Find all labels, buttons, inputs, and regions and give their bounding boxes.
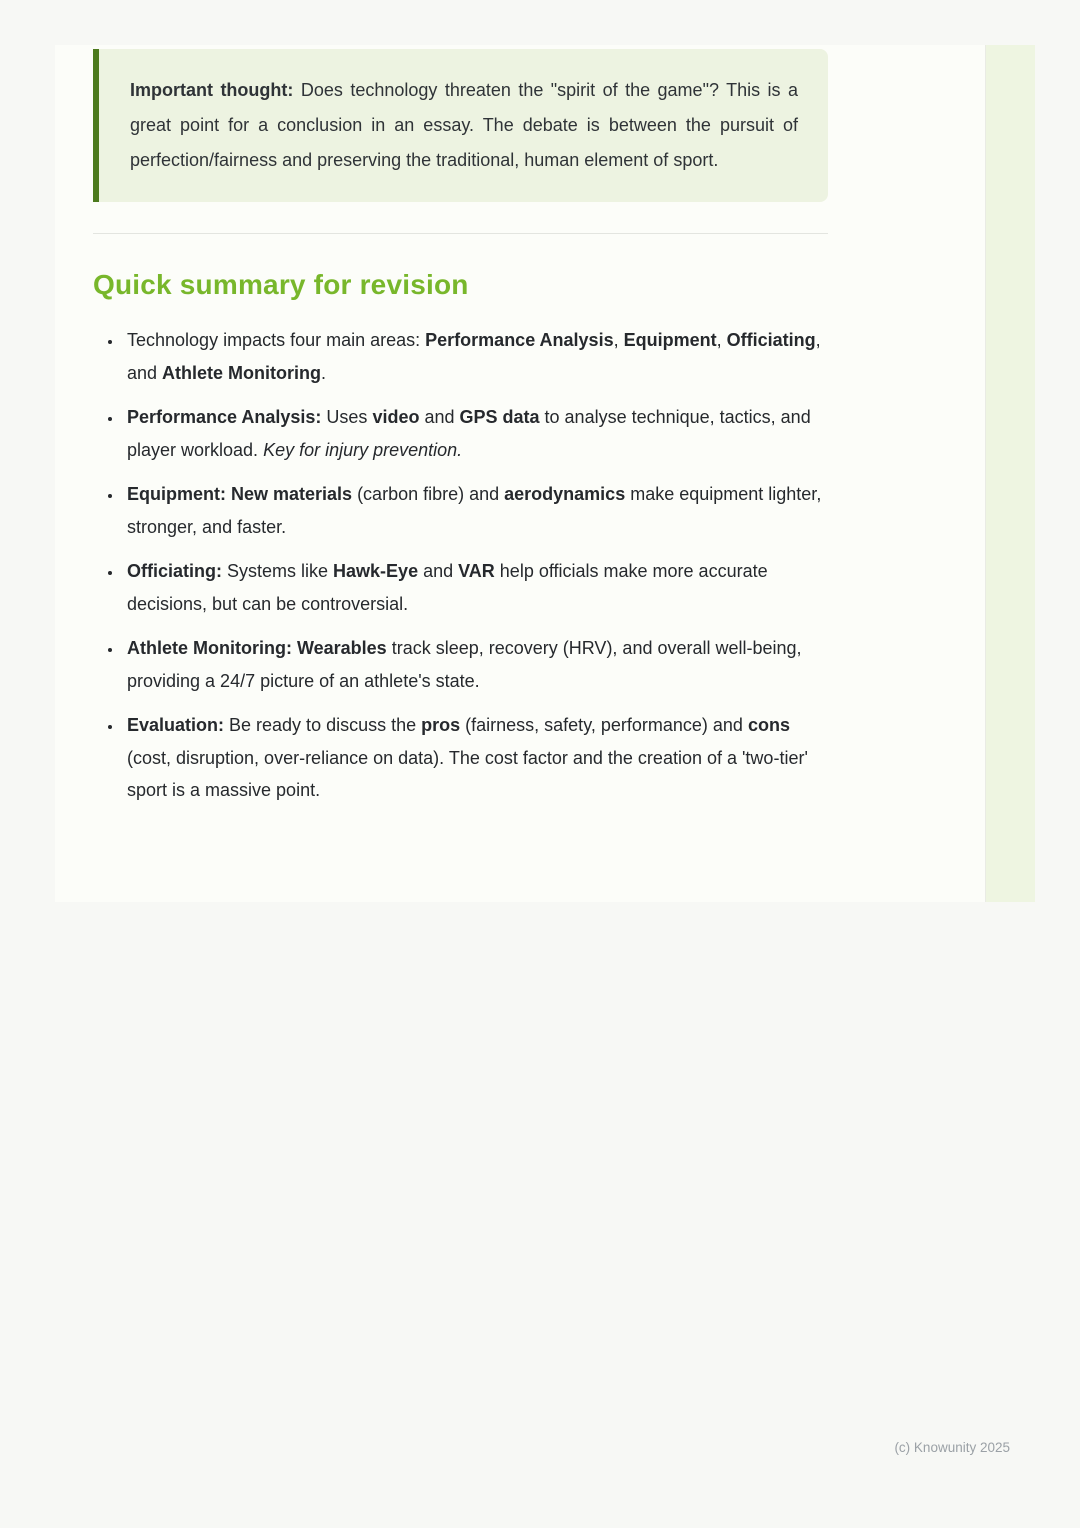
list-item: • Evaluation: Be ready to discuss the pros (fairness, safety, performance) and cons (cost, disruption, over-reliance on data). The cost factor and the creation of a 'two-tier' sport is a massive point. [123,709,828,807]
notes-card [55,45,1035,902]
page-content [93,45,828,807]
section-title: Quick summary for revision [93,269,469,300]
important-thought-callout [93,49,828,202]
list-item: • Officiating: Systems like Hawk-Eye and VAR help officials make more accurate decisions, but can be controversial. [123,555,828,620]
callout-label: Important thought: [130,80,294,100]
callout-text [130,73,798,178]
list-item: • Performance Analysis: Uses video and GPS data to analyse technique, tactics, and player workload. Key for injury prevention. [123,401,828,466]
summary-list [93,324,828,807]
divider [93,233,828,234]
callout-body: Does technology threaten the "spirit of the game"? This is a great point for a conclusion in an essay. The debate is between the pursuit of perfection/fairness and preserving the traditional, human element of sport. [130,80,798,170]
list-item: • Equipment: New materials (carbon fibre) and aerodynamics make equipment lighter, stronger, and faster. [123,478,828,543]
list-item: • Technology impacts four main areas: Performance Analysis, Equipment, Officiating, and Athlete Monitoring. [123,324,828,389]
list-item: • Athlete Monitoring: Wearables track sleep, recovery (HRV), and overall well-being, providing a 24/7 picture of an athlete's state. [123,632,828,697]
copyright-footer: (c) Knowunity 2025 [894,1440,1010,1455]
side-accent-strip [985,45,1035,902]
